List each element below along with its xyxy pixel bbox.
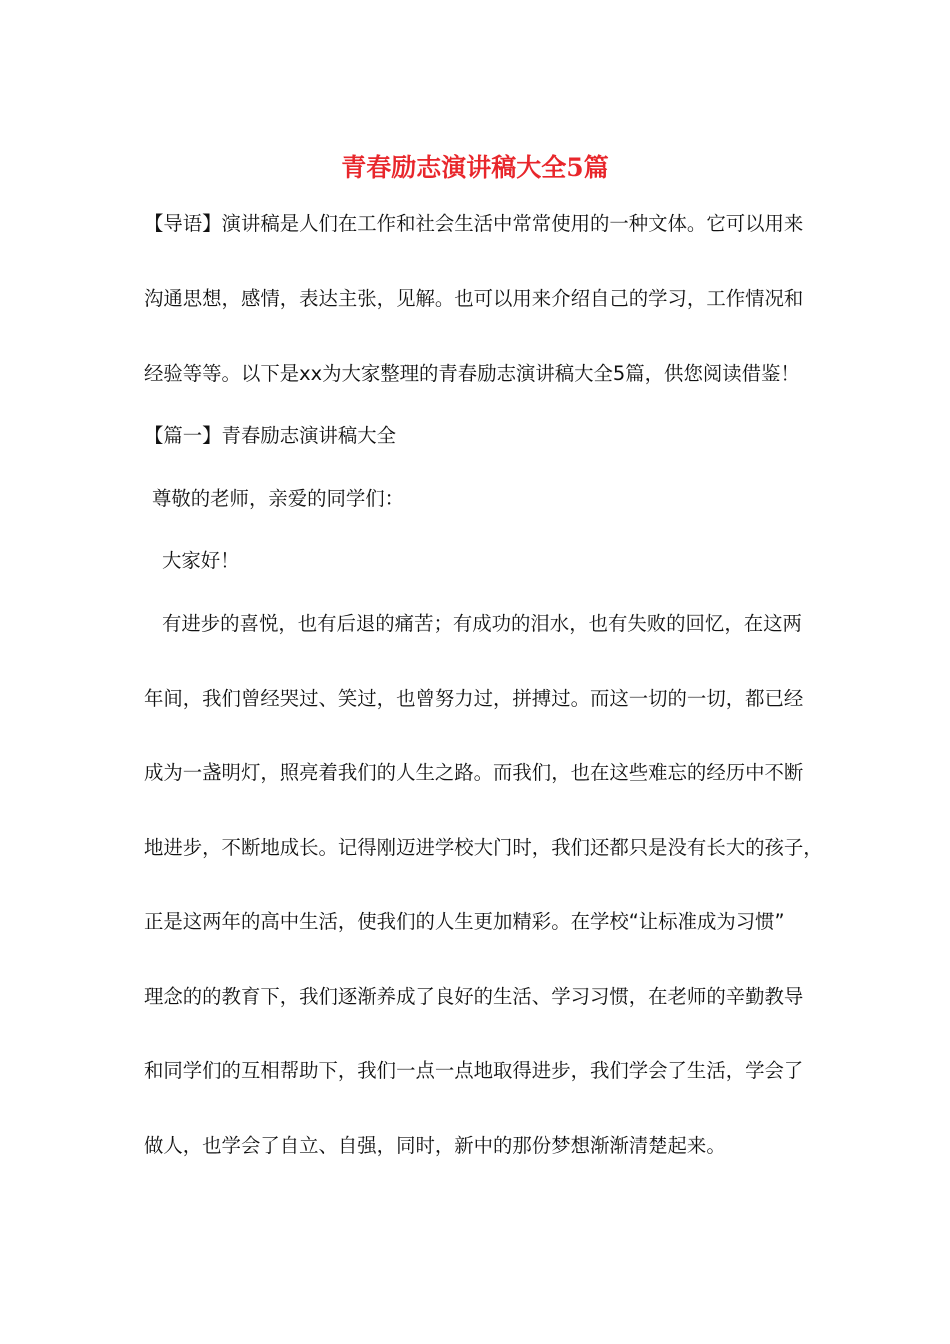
salutation: 尊敬的老师，亲爱的同学们： xyxy=(152,487,405,510)
intro-line-1: 【导语】演讲稿是人们在工作和社会生活中常常使用的一种文体。它可以用来 xyxy=(144,212,804,235)
paragraph-line-2: 年间，我们曾经哭过、笑过，也曾努力过，拼搏过。而这一切的一切，都已经 xyxy=(144,687,804,710)
intro-line-2: 沟通思想，感情，表达主张，见解。也可以用来介绍自己的学习，工作情况和 xyxy=(144,287,804,310)
document-title: 青春励志演讲稿大全5篇 xyxy=(341,153,609,182)
paragraph-line-7: 和同学们的互相帮助下，我们一点一点地取得进步，我们学会了生活，学会了 xyxy=(144,1059,804,1082)
intro-line-3: 经验等等。以下是xx为大家整理的青春励志演讲稿大全5篇，供您阅读借鉴！ xyxy=(144,362,800,385)
greeting: 大家好！ xyxy=(162,549,240,572)
section-heading: 【篇一】青春励志演讲稿大全 xyxy=(144,424,397,447)
paragraph-line-3: 成为一盏明灯，照亮着我们的人生之路。而我们，也在这些难忘的经历中不断 xyxy=(144,761,804,784)
paragraph-line-1: 有进步的喜悦，也有后退的痛苦；有成功的泪水，也有失败的回忆，在这两 xyxy=(162,612,802,635)
paragraph-line-4: 地进步，不断地成长。记得刚迈进学校大门时，我们还都只是没有长大的孩子， xyxy=(144,836,823,859)
paragraph-line-5: 正是这两年的高中生活，使我们的人生更加精彩。在学校“让标准成为习惯” xyxy=(144,910,785,933)
paragraph-line-8: 做人，也学会了自立、自强，同时，新中的那份梦想渐渐清楚起来。 xyxy=(144,1134,726,1157)
paragraph-line-6: 理念的的教育下，我们逐渐养成了良好的生活、学习习惯，在老师的辛勤教导 xyxy=(144,985,804,1008)
